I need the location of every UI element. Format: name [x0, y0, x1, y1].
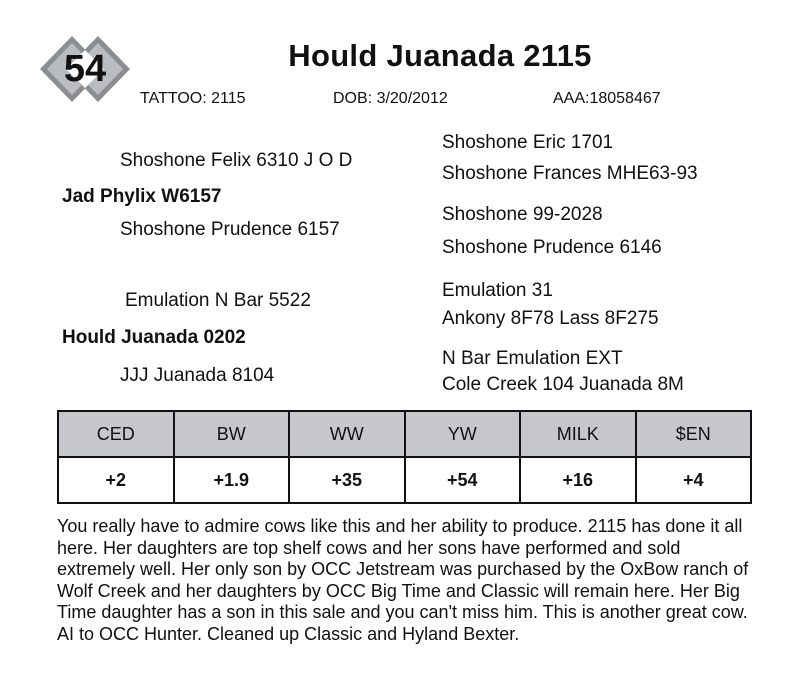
tattoo-label: TATTOO: 2115 [140, 90, 246, 107]
pedigree-sdd: Shoshone Prudence 6146 [442, 237, 662, 258]
lot-number: 54 [63, 47, 107, 90]
epd-value-yw: +54 [405, 457, 521, 503]
epd-header-bw: BW [174, 411, 290, 457]
epd-value-row [58, 457, 751, 503]
pedigree-ssd: Shoshone Frances MHE63-93 [442, 163, 698, 184]
epd-value-ww: +35 [289, 457, 405, 503]
epd-header-yw: YW [405, 411, 521, 457]
pedigree-dam: Hould Juanada 0202 [62, 327, 246, 348]
pedigree-ddd: Cole Creek 104 Juanada 8M [442, 374, 684, 395]
lot-description: You really have to admire cows like this and her ability to produce. 2115 has done it all here. Her daughters are top shelf cows and her sons have performed and sold extremely well. Her only son by OCC Jetstream was purchased by the OxBow ranch of Wolf Creek and her daughters by OCC Big Time and Classic will remain here. Her Big Time daughter has a son in this sale and you can't miss him. This is another great cow. AI to OCC Hunter. Cleaned up Classic and Hyland Bexter. [57, 516, 749, 644]
epd-value-en: +4 [636, 457, 752, 503]
dob-label: DOB: 3/20/2012 [333, 90, 448, 107]
epd-table [57, 410, 752, 504]
epd-header-ced: CED [58, 411, 174, 457]
pedigree-sss: Shoshone Eric 1701 [442, 132, 614, 153]
registration-number: AAA:18058467 [553, 90, 661, 107]
epd-value-milk: +16 [520, 457, 636, 503]
epd-value-bw: +1.9 [174, 457, 290, 503]
epd-header-row [58, 411, 751, 457]
epd-header-ww: WW [289, 411, 405, 457]
pedigree-sire: Jad Phylix W6157 [62, 186, 222, 207]
pedigree-ss: Shoshone Felix 6310 J O D [120, 150, 353, 171]
pedigree-sd: Shoshone Prudence 6157 [120, 219, 340, 240]
pedigree-sds: Shoshone 99-2028 [442, 204, 603, 225]
lot-badge [38, 34, 132, 104]
animal-name-title: Hould Juanada 2115 [288, 38, 592, 73]
pedigree-ds: Emulation N Bar 5522 [125, 290, 311, 311]
epd-header-en: $EN [636, 411, 752, 457]
pedigree-dsd: Ankony 8F78 Lass 8F275 [442, 308, 659, 329]
pedigree-dd: JJJ Juanada 8104 [120, 365, 275, 386]
pedigree-dss: Emulation 31 [442, 280, 553, 301]
epd-value-ced: +2 [58, 457, 174, 503]
pedigree-dds: N Bar Emulation EXT [442, 348, 623, 369]
epd-header-milk: MILK [520, 411, 636, 457]
